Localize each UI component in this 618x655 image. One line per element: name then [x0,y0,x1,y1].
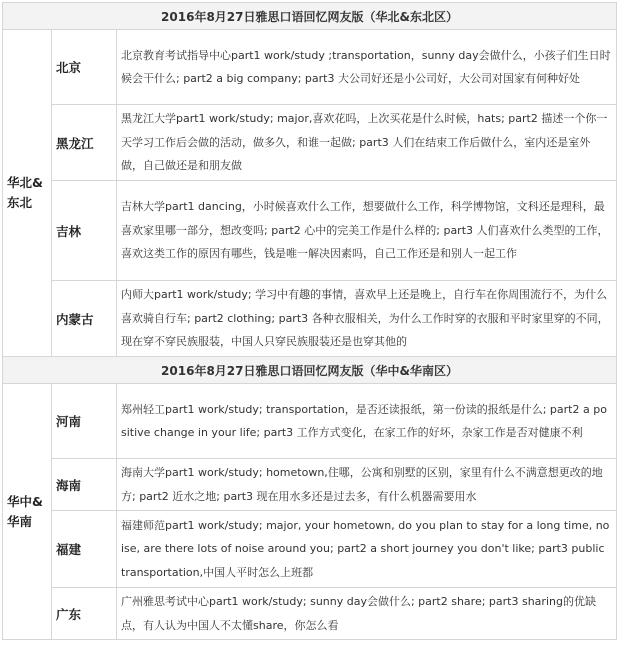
region-label-central-south: 华中&华南 [3,384,52,640]
table-row [3,588,617,640]
exam-memory-table [2,2,617,640]
city-name: 内蒙古 [52,281,117,357]
topic-text: 海南大学part1 work/study; hometown,住哪，公寓和别墅的区别，家里有什么不满意想更改的地方; part2 近水之地; part3 现在用水多还是过去多，有什么机器需要用水 [117,459,617,511]
table-row [3,281,617,357]
city-name: 福建 [52,511,117,588]
table-row [3,30,617,105]
topic-text: 郑州轻工part1 work/study; transportation，是否还读报纸，第一份读的报纸是什么; part2 a positive change in your life; part3 工作方式变化，在家工作的好坏，杂家工作是否对健康不利 [117,384,617,459]
city-name: 海南 [52,459,117,511]
table-row [3,511,617,588]
city-name: 广东 [52,588,117,640]
section-title-north: 2016年8月27日雅思口语回忆网友版（华北&东北区） [3,3,617,30]
topic-text: 福建师范part1 work/study; major, your hometown, do you plan to stay for a long time, noise, are there lots of noise around you; part2 a short journey you don't like; part3 public transportation,中国人平时怎么上班都 [117,511,617,588]
topic-text: 内师大part1 work/study; 学习中有趣的事情，喜欢早上还是晚上，自行车在你周围流行不，为什么喜欢骑自行车; part2 clothing; part3 各种衣服相关，为什么工作时穿的衣服和平时家里穿的不同，现在穿不穿民族服装，中国人只穿民族服装还是也穿其他的 [117,281,617,357]
city-name: 黑龙江 [52,105,117,181]
city-name: 北京 [52,30,117,105]
table-row [3,384,617,459]
table-row [3,181,617,281]
topic-text: 广州雅思考试中心part1 work/study; sunny day会做什么; part2 share; part3 sharing的优缺点，有人认为中国人不太懂share，你怎么看 [117,588,617,640]
topic-text: 北京教育考试指导中心part1 work/study ;transportation，sunny day会做什么，小孩子们生日时候会干什么; part2 a big company; part3 大公司好还是小公司好，大公司对国家有何种好处 [117,30,617,105]
section-header-row [3,357,617,384]
topic-text: 黑龙江大学part1 work/study; major,喜欢花吗，上次买花是什么时候，hats; part2 描述一个你一天学习工作后会做的活动，做多久，和谁一起做; part3 人们在结束工作后做什么，室内还是室外做，自己做还是和朋友做 [117,105,617,181]
table-row [3,459,617,511]
section-header-row [3,3,617,30]
city-name: 吉林 [52,181,117,281]
city-name: 河南 [52,384,117,459]
region-label-north: 华北&东北 [3,30,52,357]
section-title-central-south: 2016年8月27日雅思口语回忆网友版（华中&华南区） [3,357,617,384]
table-row [3,105,617,181]
topic-text: 吉林大学part1 dancing，小时候喜欢什么工作，想要做什么工作，科学博物馆，文科还是理科，最喜欢家里哪一部分，想改变吗; part2 心中的完美工作是什么样的; part3 人们喜欢什么类型的工作，喜欢这类工作的原因有哪些，钱是唯一解决因素吗，自己工作还是和别人一起工作 [117,181,617,281]
